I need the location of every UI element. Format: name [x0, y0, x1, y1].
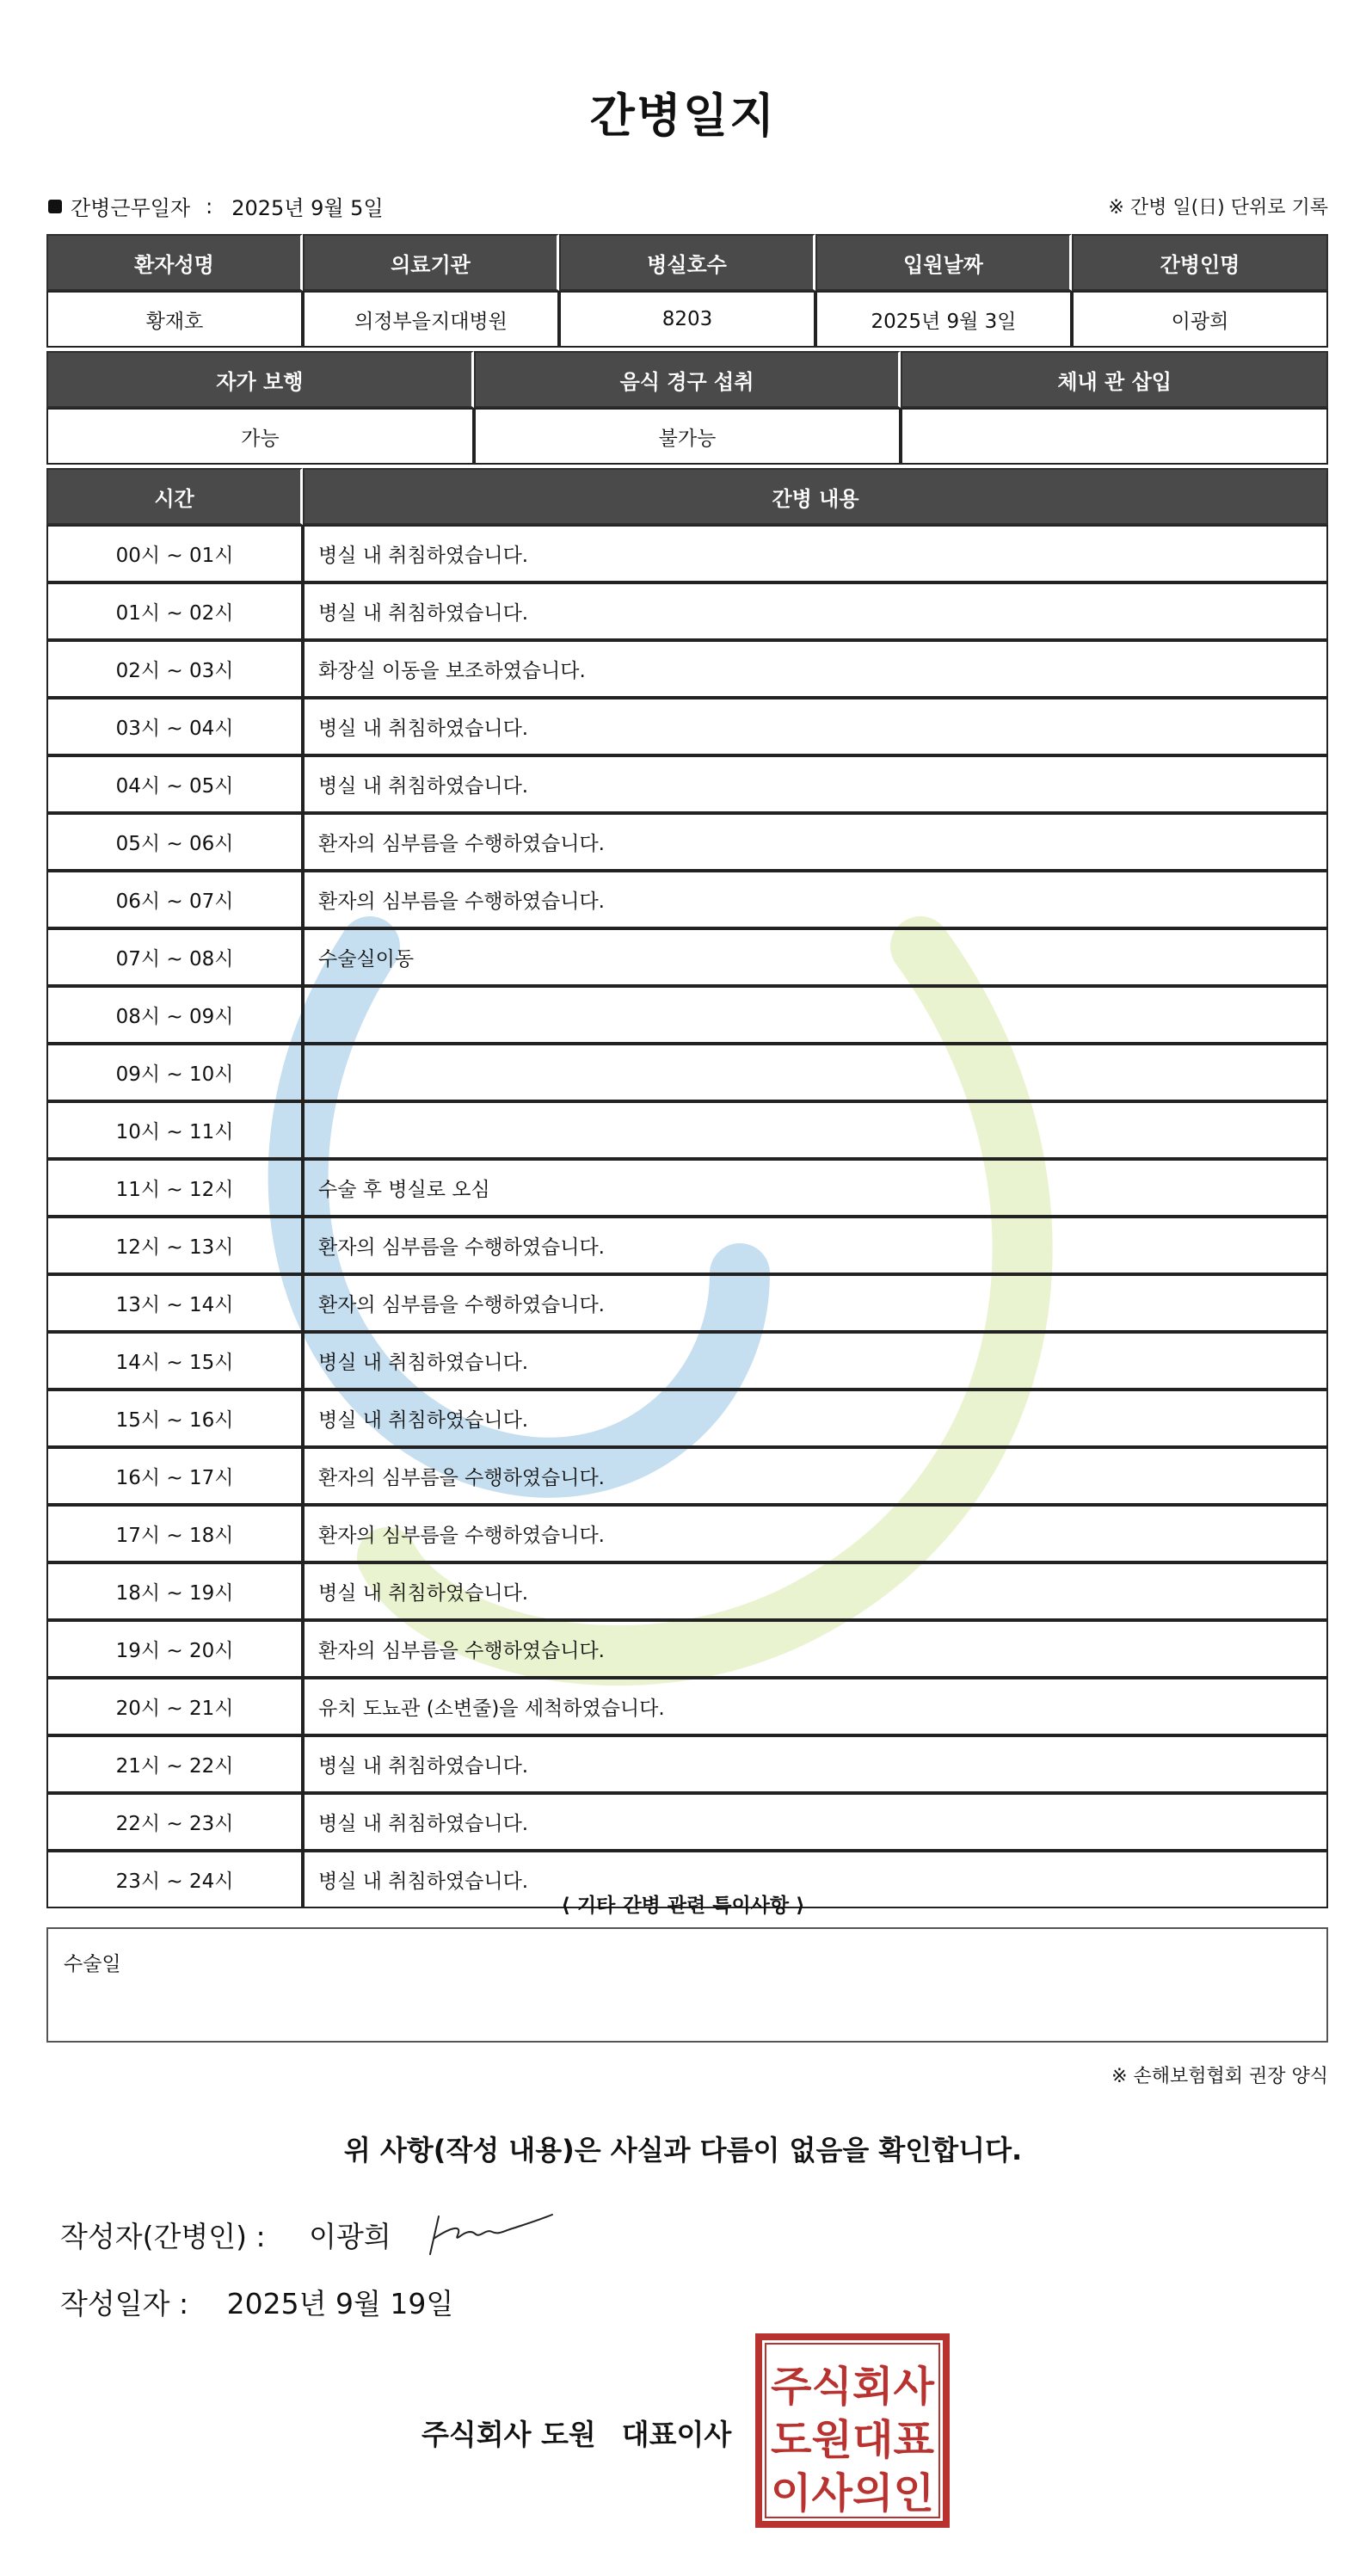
table-row [46, 1217, 1328, 1274]
care-content: 환자의 심부름을 수행하였습니다. [303, 1274, 1328, 1332]
time-slot: 04시 ~ 05시 [46, 755, 303, 813]
time-slot: 19시 ~ 20시 [46, 1620, 303, 1678]
care-content: 병실 내 취침하였습니다. [303, 698, 1328, 755]
care-content: 병실 내 취침하였습니다. [303, 1735, 1328, 1793]
table-row [46, 1793, 1328, 1851]
oral-intake-value: 불가능 [474, 408, 901, 465]
header-tube-insertion: 체내 관 삽입 [901, 351, 1328, 408]
svg-text:주식회사: 주식회사 [771, 2363, 935, 2411]
time-slot: 02시 ~ 03시 [46, 640, 303, 698]
care-content: 수술실이동 [303, 928, 1328, 986]
care-content: 환자의 심부름을 수행하였습니다. [303, 813, 1328, 871]
svg-text:이사의인: 이사의인 [771, 2469, 934, 2517]
table-row [46, 1620, 1328, 1678]
care-content: 병실 내 취침하였습니다. [303, 525, 1328, 582]
care-content: 환자의 심부름을 수행하였습니다. [303, 1217, 1328, 1274]
company-name: 주식회사 도원 [421, 2418, 596, 2451]
table-row [46, 986, 1328, 1044]
care-content: 환자의 심부름을 수행하였습니다. [303, 1505, 1328, 1562]
self-walking-value: 가능 [46, 408, 474, 465]
table-row [46, 1390, 1328, 1447]
svg-text:도원대표: 도원대표 [771, 2416, 935, 2464]
table-row [46, 525, 1328, 582]
care-content: 수술 후 병실로 오심 [303, 1159, 1328, 1217]
page-title: 간병일지 [589, 89, 777, 143]
time-slot: 18시 ~ 19시 [46, 1562, 303, 1620]
notes-box [46, 1927, 1328, 2043]
written-date-value: 2025년 9월 19일 [226, 2287, 454, 2320]
table-row [46, 1044, 1328, 1101]
table-row [46, 1447, 1328, 1505]
table-row [46, 755, 1328, 813]
writer-name: 이광희 [309, 2220, 391, 2253]
header-caregiver-name: 간병인명 [1072, 234, 1328, 291]
header-room-number: 병실호수 [559, 234, 815, 291]
care-content [303, 1044, 1328, 1101]
time-slot: 23시 ~ 24시 [46, 1851, 303, 1908]
care-content: 병실 내 취침하였습니다. [303, 1793, 1328, 1851]
time-slot: 09시 ~ 10시 [46, 1044, 303, 1101]
notes-title: ⟨ 기타 간병 관련 특이사항 ⟩ [561, 1895, 805, 1917]
table-row [46, 698, 1328, 755]
confirmation-statement: 위 사항(작성 내용)은 사실과 다름이 없음을 확인합니다. [343, 2134, 1023, 2166]
work-date-line [48, 191, 384, 221]
work-date-label: 간병근무일자 [71, 196, 191, 220]
time-slot: 22시 ~ 23시 [46, 1793, 303, 1851]
time-slot: 11시 ~ 12시 [46, 1159, 303, 1217]
room-number: 8203 [559, 291, 815, 348]
hospital-name: 의정부을지대병원 [303, 291, 559, 348]
company-role: 대표이사 [621, 2418, 732, 2451]
time-slot: 01시 ~ 02시 [46, 582, 303, 640]
work-date-value: 2025년 9월 5일 [231, 196, 384, 220]
patient-status-table [46, 351, 1328, 465]
header-time: 시간 [46, 468, 303, 525]
patient-info-table [46, 234, 1328, 348]
admission-date: 2025년 9월 3일 [815, 291, 1072, 348]
care-content: 병실 내 취침하였습니다. [303, 1390, 1328, 1447]
time-slot: 08시 ~ 09시 [46, 986, 303, 1044]
table-row [46, 1562, 1328, 1620]
care-content [303, 986, 1328, 1044]
care-content: 병실 내 취침하였습니다. [303, 755, 1328, 813]
table-row [46, 1274, 1328, 1332]
care-content [303, 1101, 1328, 1159]
table-row [46, 640, 1328, 698]
time-slot: 03시 ~ 04시 [46, 698, 303, 755]
square-bullet-icon [48, 200, 62, 213]
table-row [46, 1101, 1328, 1159]
time-slot: 21시 ~ 22시 [46, 1735, 303, 1793]
tube-insertion-value [901, 408, 1328, 465]
written-date-line [60, 2282, 453, 2322]
table-row [46, 1159, 1328, 1217]
time-slot: 05시 ~ 06시 [46, 813, 303, 871]
header-admission-date: 입원날짜 [815, 234, 1072, 291]
work-date-colon: : [206, 194, 213, 219]
time-slot: 17시 ~ 18시 [46, 1505, 303, 1562]
caregiver-name: 이광희 [1072, 291, 1328, 348]
time-slot: 12시 ~ 13시 [46, 1217, 303, 1274]
table-row [46, 813, 1328, 871]
time-slot: 00시 ~ 01시 [46, 525, 303, 582]
writer-label: 작성자(간병인) : [60, 2220, 266, 2253]
time-slot: 13시 ~ 14시 [46, 1274, 303, 1332]
header-care-content: 간병 내용 [303, 468, 1328, 525]
care-content: 병실 내 취침하였습니다. [303, 1332, 1328, 1390]
patient-name: 황재호 [46, 291, 303, 348]
table-row [46, 1678, 1328, 1735]
table-row [46, 1332, 1328, 1390]
time-slot: 20시 ~ 21시 [46, 1678, 303, 1735]
table-row [46, 582, 1328, 640]
care-content: 병실 내 취침하였습니다. [303, 1851, 1328, 1908]
care-content: 환자의 심부름을 수행하였습니다. [303, 1447, 1328, 1505]
time-slot: 10시 ~ 11시 [46, 1101, 303, 1159]
header-hospital: 의료기관 [303, 234, 559, 291]
header-oral-intake: 음식 경구 섭취 [474, 351, 901, 408]
care-content: 화장실 이동을 보조하였습니다. [303, 640, 1328, 698]
header-patient-name: 환자성명 [46, 234, 303, 291]
time-slot: 06시 ~ 07시 [46, 871, 303, 928]
time-slot: 07시 ~ 08시 [46, 928, 303, 986]
association-note: ※ 손해보험협회 권장 양식 [1111, 2066, 1328, 2087]
table-row [46, 928, 1328, 986]
unit-note: ※ 간병 일(日) 단위로 기록 [1108, 197, 1328, 219]
care-content: 유치 도뇨관 (소변줄)을 세척하였습니다. [303, 1678, 1328, 1735]
time-slot: 14시 ~ 15시 [46, 1332, 303, 1390]
table-row [46, 1735, 1328, 1793]
table-row [46, 1505, 1328, 1562]
written-date-label: 작성일자 : [60, 2287, 189, 2320]
notes-content: 수술일 [64, 1953, 121, 1975]
care-content: 환자의 심부름을 수행하였습니다. [303, 1620, 1328, 1678]
writer-line [60, 2215, 391, 2255]
handwritten-signature [423, 2209, 561, 2265]
company-seal-stamp [755, 2333, 950, 2528]
care-content: 병실 내 취침하였습니다. [303, 1562, 1328, 1620]
table-row [46, 871, 1328, 928]
care-log-rows [46, 525, 1328, 1908]
time-slot: 15시 ~ 16시 [46, 1390, 303, 1447]
care-content: 병실 내 취침하였습니다. [303, 582, 1328, 640]
time-slot: 16시 ~ 17시 [46, 1447, 303, 1505]
care-content: 환자의 심부름을 수행하였습니다. [303, 871, 1328, 928]
hourly-care-log-table [46, 468, 1328, 1908]
company-line [421, 2413, 731, 2453]
header-self-walking: 자가 보행 [46, 351, 474, 408]
